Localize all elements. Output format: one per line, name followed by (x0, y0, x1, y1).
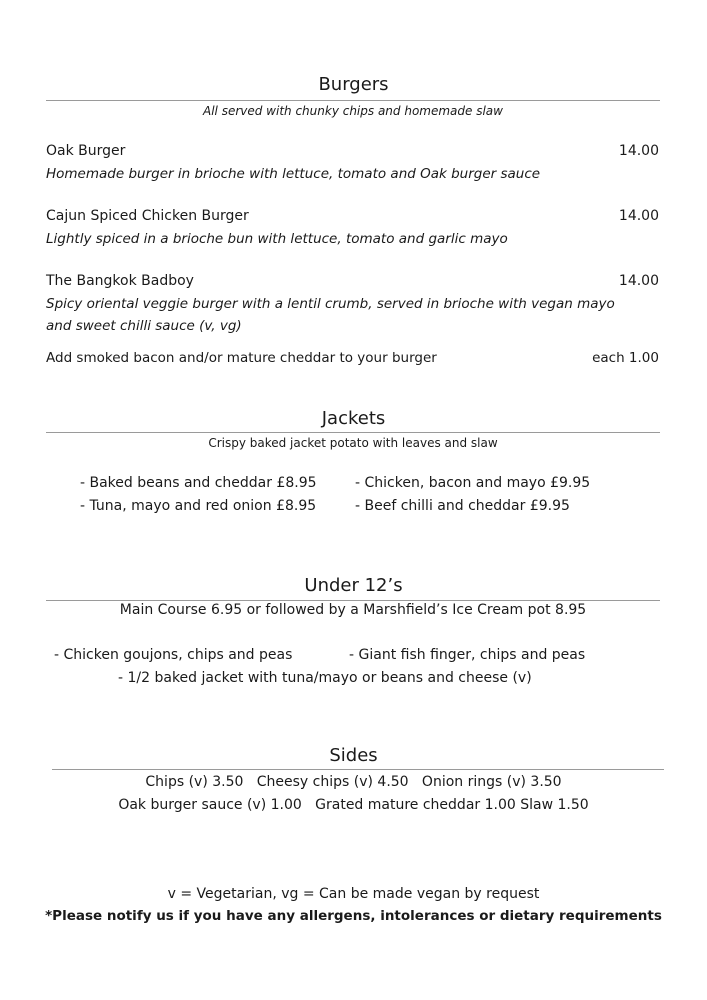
under12-rule (46, 600, 660, 601)
jacket-option: - Beef chilli and cheddar £9.95 (355, 498, 570, 514)
burger-item-desc: Spicy oriental veggie burger with a lentil crumb, served in brioche with vegan mayo (46, 296, 615, 312)
under12-subtitle: Main Course 6.95 or followed by a Marshfield’s Ice Cream pot 8.95 (119, 602, 587, 618)
jackets-rule (46, 432, 660, 433)
burgers-heading: Burgers (318, 74, 389, 95)
under12-option: - 1/2 baked jacket with tuna/mayo or beans and cheese (v) (118, 670, 532, 686)
burger-item-price: 14.00 (618, 273, 659, 289)
dietary-key: v = Vegetarian, vg = Can be made vegan by request (167, 886, 540, 902)
burger-addon-price: each 1.00 (592, 350, 659, 366)
allergen-notice: *Please notify us if you have any allergens, intolerances or dietary requirements (45, 908, 662, 924)
sides-line: Oak burger sauce (v) 1.00 Grated mature cheddar 1.00 Slaw 1.50 (118, 797, 589, 813)
burger-item-name: The Bangkok Badboy (46, 273, 194, 289)
burgers-subtitle: All served with chunky chips and homemade slaw (203, 104, 503, 118)
burger-item-name: Cajun Spiced Chicken Burger (46, 208, 249, 224)
burger-addon-text: Add smoked bacon and/or mature cheddar to your burger (46, 350, 437, 366)
sides-heading: Sides (329, 745, 378, 766)
jackets-subtitle: Crispy baked jacket potato with leaves and slaw (208, 436, 498, 450)
jacket-option: - Chicken, bacon and mayo £9.95 (355, 475, 591, 491)
jacket-option: - Tuna, mayo and red onion £8.95 (80, 498, 317, 514)
burger-item-desc: Homemade burger in brioche with lettuce, tomato and Oak burger sauce (46, 166, 541, 182)
burger-item-price: 14.00 (618, 143, 659, 159)
jackets-heading: Jackets (321, 408, 386, 429)
burgers-rule (46, 100, 660, 101)
burger-item-desc: and sweet chilli sauce (v, vg) (46, 318, 242, 334)
burger-item-name: Oak Burger (46, 143, 126, 159)
under12-option: - Chicken goujons, chips and peas (54, 647, 293, 663)
burger-item-desc: Lightly spiced in a brioche bun with lettuce, tomato and garlic mayo (46, 231, 508, 247)
under12-option: - Giant fish finger, chips and peas (349, 647, 586, 663)
sides-line: Chips (v) 3.50 Cheesy chips (v) 4.50 Onion rings (v) 3.50 (145, 774, 562, 790)
burger-item-price: 14.00 (618, 208, 659, 224)
jacket-option: - Baked beans and cheddar £8.95 (80, 475, 317, 491)
under12-heading: Under 12’s (304, 575, 403, 596)
sides-rule (52, 769, 664, 770)
